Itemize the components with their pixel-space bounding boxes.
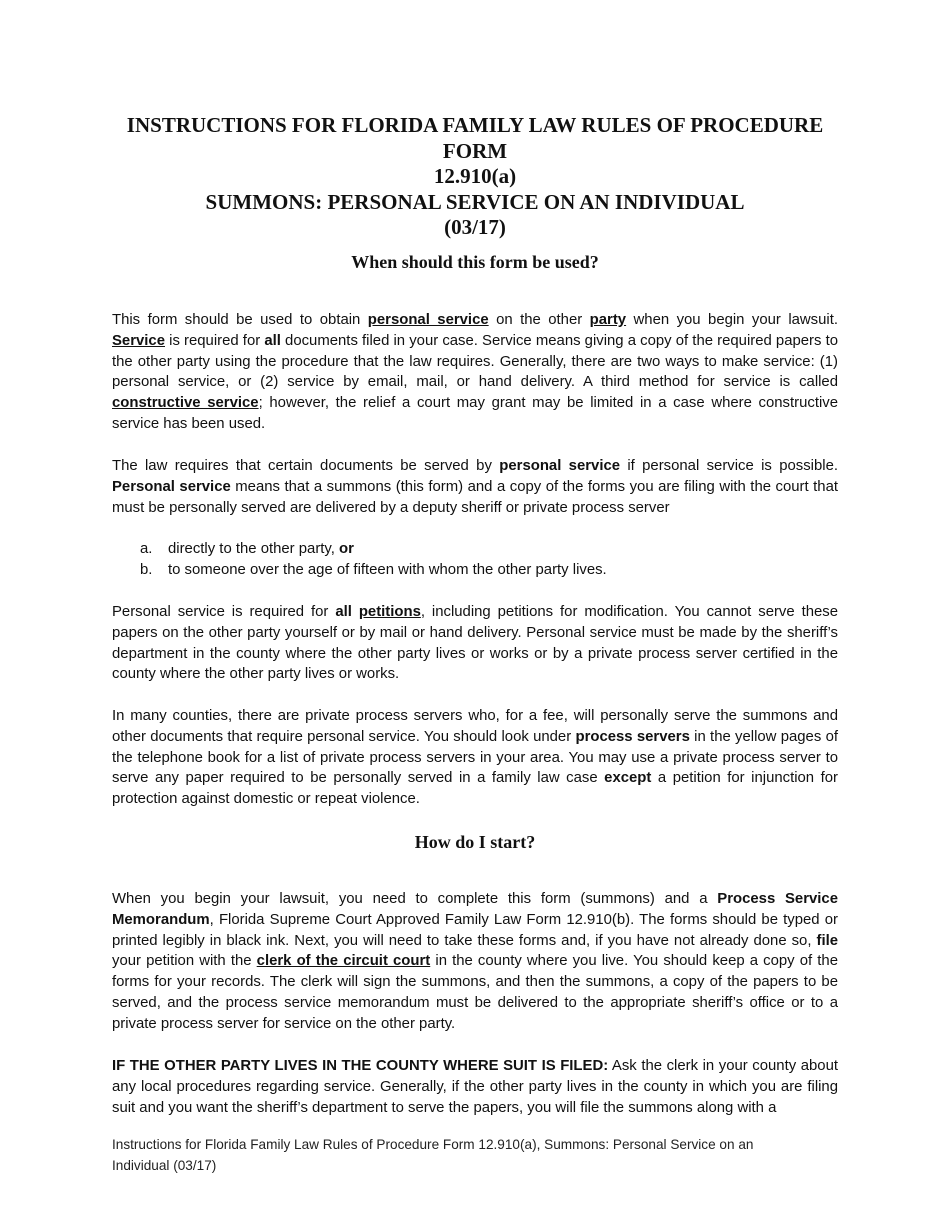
title-line-2: 12.910(a) [433, 164, 517, 188]
text: , Florida Supreme Court Approved Family Law Form 12.910(b). The forms should be typed or printed legibly in black ink. Next, you will need to take these forms and, if you have not already done so, [112, 911, 838, 949]
text [352, 604, 359, 620]
glossary-term-service: Service [112, 332, 165, 349]
emphasis-personal-service-definition: Personal service [112, 478, 231, 495]
emphasis-file: file [816, 932, 838, 949]
text: ; however, the relief a court may grant may be limited in a case where constructive service has been used. [112, 395, 838, 432]
glossary-term-constructive-service: constructive service [112, 395, 259, 412]
emphasis-process-servers: process servers [575, 728, 690, 745]
delivery-options-list [140, 539, 838, 581]
text: In many counties, there are private process servers who, for a fee, will personally serve the summons and other documents that require personal service. You should look under [112, 708, 838, 745]
text: This form should be used to obtain [112, 312, 368, 328]
emphasis-process-service-memorandum: Process Service Memorandum [112, 891, 838, 928]
text: documents filed in your case. Service means giving a copy of the required papers to the other party using the procedure that the law requires. Generally, there are two ways to make service: (1) personal service, or (2) service by email, mail, or hand delivery. A third method for service is called [112, 332, 839, 391]
list-item-text: to someone over the age of fifteen with whom the other party lives. [168, 561, 607, 578]
glossary-term-petitions: petitions [358, 604, 421, 620]
paragraph-personal-service [112, 456, 838, 518]
title-line-1: INSTRUCTIONS FOR FLORIDA FAMILY LAW RULES OF PROCEDURE FORM [126, 113, 824, 163]
text: in the yellow pages of the telephone book for a list of private process servers in your area. You may use a private process server to serve any paper required to be personally served in a family law case [112, 728, 838, 787]
text: if personal service is possible. [620, 458, 838, 474]
paragraph-begin-lawsuit [112, 889, 838, 1035]
list-item [140, 539, 838, 560]
text: When you begin your lawsuit, you need to complete this form (summons) and a [112, 891, 718, 907]
emphasis-same-county-heading: IF THE OTHER PARTY LIVES IN THE COUNTY WHERE SUIT IS FILED: [112, 1058, 609, 1074]
text: The law requires that certain documents be served by [112, 458, 500, 474]
text: , including petitions for modification. You cannot serve these papers on the other party yourself or by mail or hand delivery. Personal service must be made by the sheriff’s department in the county where the other party lives or works or by a private process server certified in the county where the other party lives or works. [112, 604, 839, 683]
text: means that a summons (this form) and a copy of the forms you are filing with the court that must be personally served are delivered by a deputy sheriff or private process server [112, 478, 838, 516]
text: a petition for injunction for protection against domestic or repeat violence. [112, 770, 838, 808]
emphasis-personal-service: personal service [499, 458, 621, 474]
page-footer [112, 1135, 812, 1176]
paragraph-service-intro [112, 310, 838, 435]
emphasis-or: or [339, 541, 354, 557]
paragraph-process-servers [112, 706, 838, 810]
text: Ask the clerk in your county about any local procedures regarding service. Generally, if the other party lives in the county in which you are filing suit and you want the sheriff’s department to serve the papers, you will file the summons along with a [112, 1058, 839, 1116]
section-heading-when: When should this form be used? [351, 252, 599, 272]
glossary-term-clerk-of-circuit-court: clerk of the circuit court [256, 953, 431, 970]
text: is required for [165, 332, 265, 349]
footer-line-1: Instructions for Florida Family Law Rules of Procedure Form 12.910(a), Summons: Personal Service on an [112, 1137, 754, 1152]
emphasis-all: all [335, 604, 352, 620]
text: Personal service is required for [112, 604, 336, 620]
list-item [140, 560, 838, 581]
emphasis-except: except [604, 770, 652, 787]
emphasis-all: all [264, 332, 281, 349]
title-line-3: SUMMONS: PERSONAL SERVICE ON AN INDIVIDUAL [205, 189, 745, 214]
document-title [112, 113, 838, 241]
text: on the other [488, 312, 590, 328]
title-line-4: (03/17) [444, 215, 506, 239]
paragraph-petitions [112, 602, 838, 685]
text: when you begin your lawsuit. [626, 312, 838, 328]
footer-line-2: Individual (03/17) [112, 1157, 217, 1173]
list-marker: b. [140, 561, 153, 578]
glossary-term-party: party [589, 312, 627, 328]
text: in the county where you live. You should keep a copy of the forms for your records. The clerk will sign the summons, and then the summons, a copy of the papers to be served, and the process service memorandum must be delivered to the appropriate sheriff’s office or to a private process server for service on the other party. [112, 953, 838, 1032]
text: your petition with the [112, 953, 257, 970]
section-heading-start: How do I start? [414, 832, 536, 852]
paragraph-same-county [112, 1056, 838, 1118]
list-item-text: directly to the other party, [168, 541, 340, 557]
glossary-term-personal-service: personal service [367, 312, 489, 328]
list-marker: a. [140, 541, 153, 557]
